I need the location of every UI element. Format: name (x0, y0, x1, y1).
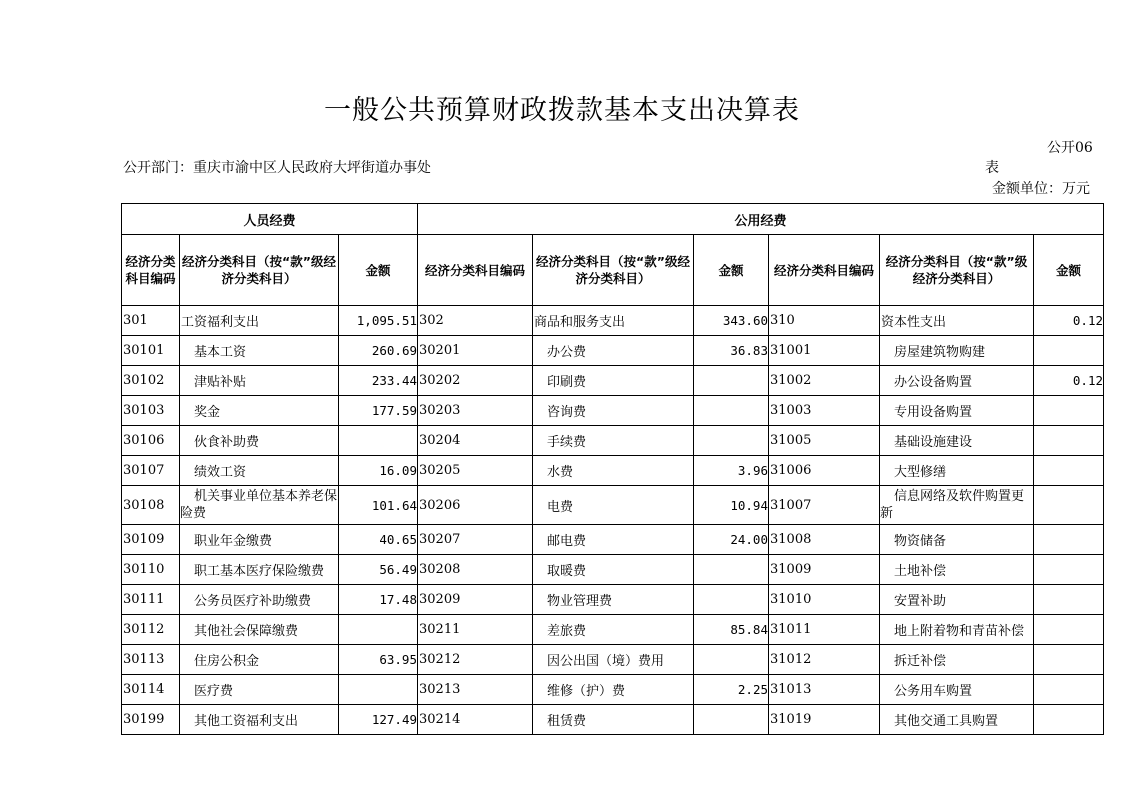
code-cell: 31003 (769, 396, 880, 426)
amount-cell (694, 645, 769, 675)
page-title: 一般公共预算财政拨款基本支出决算表 (324, 95, 800, 126)
code-cell: 31001 (769, 336, 880, 366)
amount-cell: 63.95 (339, 645, 418, 675)
amount-cell: 177.59 (339, 396, 418, 426)
code-cell: 302 (418, 306, 533, 336)
group-header-row (122, 204, 1104, 235)
code-cell: 31002 (769, 366, 880, 396)
public-number-suffix: 表 (985, 160, 999, 176)
group-public: 公用经费 (418, 204, 1104, 235)
name-cell: 土地补偿 (880, 555, 1034, 585)
amount-cell (1034, 645, 1104, 675)
code-cell: 31010 (769, 585, 880, 615)
code-cell: 30201 (418, 336, 533, 366)
name-cell: 职业年金缴费 (180, 525, 339, 555)
code-cell: 30212 (418, 645, 533, 675)
header-code: 经济分类科目编码 (122, 235, 180, 306)
code-cell: 30108 (122, 486, 180, 525)
table-row (122, 555, 1104, 585)
name-cell: 医疗费 (180, 675, 339, 705)
code-cell: 31013 (769, 675, 880, 705)
amount-cell (1034, 396, 1104, 426)
code-cell: 30206 (418, 486, 533, 525)
name-cell: 维修（护）费 (533, 675, 694, 705)
name-cell: 资本性支出 (880, 306, 1034, 336)
name-cell: 信息网络及软件购置更新 (880, 486, 1034, 525)
name-cell: 基本工资 (180, 336, 339, 366)
amount-cell (339, 615, 418, 645)
amount-cell: 233.44 (339, 366, 418, 396)
amount-cell (1034, 615, 1104, 645)
header-code: 经济分类科目编码 (418, 235, 533, 306)
table-row (122, 336, 1104, 366)
amount-cell: 16.09 (339, 456, 418, 486)
amount-cell: 3.96 (694, 456, 769, 486)
header-amount: 金额 (339, 235, 418, 306)
amount-cell: 40.65 (339, 525, 418, 555)
table-row (122, 486, 1104, 525)
table-row (122, 396, 1104, 426)
amount-cell (694, 426, 769, 456)
amount-cell (694, 366, 769, 396)
amount-cell (1034, 705, 1104, 735)
name-cell: 公务用车购置 (880, 675, 1034, 705)
table-row (122, 675, 1104, 705)
amount-cell (694, 585, 769, 615)
name-cell: 大型修缮 (880, 456, 1034, 486)
name-cell: 差旅费 (533, 615, 694, 645)
code-cell: 31011 (769, 615, 880, 645)
name-cell: 奖金 (180, 396, 339, 426)
table-row (122, 705, 1104, 735)
code-cell: 31009 (769, 555, 880, 585)
name-cell: 房屋建筑物购建 (880, 336, 1034, 366)
name-cell: 职工基本医疗保险缴费 (180, 555, 339, 585)
amount-cell: 343.60 (694, 306, 769, 336)
name-cell: 伙食补助费 (180, 426, 339, 456)
code-cell: 30112 (122, 615, 180, 645)
amount-cell: 260.69 (339, 336, 418, 366)
name-cell: 因公出国（境）费用 (533, 645, 694, 675)
amount-cell (1034, 525, 1104, 555)
code-cell: 31019 (769, 705, 880, 735)
expenditure-table (121, 203, 1104, 735)
amount-cell: 17.48 (339, 585, 418, 615)
code-cell: 30213 (418, 675, 533, 705)
amount-cell (1034, 585, 1104, 615)
department-label: 公开部门：重庆市渝中区人民政府大坪街道办事处 (123, 160, 431, 176)
amount-cell (1034, 336, 1104, 366)
amount-cell: 1,095.51 (339, 306, 418, 336)
amount-cell (694, 705, 769, 735)
amount-cell: 85.84 (694, 615, 769, 645)
code-cell: 30211 (418, 615, 533, 645)
table-row (122, 426, 1104, 456)
name-cell: 基础设施建设 (880, 426, 1034, 456)
name-cell: 工资福利支出 (180, 306, 339, 336)
code-cell: 30208 (418, 555, 533, 585)
name-cell: 住房公积金 (180, 645, 339, 675)
table-row (122, 645, 1104, 675)
name-cell: 绩效工资 (180, 456, 339, 486)
name-cell: 手续费 (533, 426, 694, 456)
name-cell: 其他工资福利支出 (180, 705, 339, 735)
name-cell: 租赁费 (533, 705, 694, 735)
code-cell: 30202 (418, 366, 533, 396)
code-cell: 301 (122, 306, 180, 336)
code-cell: 30113 (122, 645, 180, 675)
name-cell: 商品和服务支出 (533, 306, 694, 336)
code-cell: 30107 (122, 456, 180, 486)
name-cell: 公务员医疗补助缴费 (180, 585, 339, 615)
amount-cell: 0.12 (1034, 306, 1104, 336)
table-row (122, 525, 1104, 555)
name-cell: 津贴补贴 (180, 366, 339, 396)
name-cell: 电费 (533, 486, 694, 525)
name-cell: 办公费 (533, 336, 694, 366)
table-row (122, 456, 1104, 486)
code-cell: 30203 (418, 396, 533, 426)
name-cell: 印刷费 (533, 366, 694, 396)
group-personnel: 人员经费 (122, 204, 418, 235)
table-row (122, 306, 1104, 336)
amount-cell (1034, 426, 1104, 456)
public-number: 公开06 (1047, 140, 1093, 156)
name-cell: 邮电费 (533, 525, 694, 555)
name-cell: 专用设备购置 (880, 396, 1034, 426)
amount-cell: 10.94 (694, 486, 769, 525)
code-cell: 30109 (122, 525, 180, 555)
amount-cell (694, 396, 769, 426)
header-name: 经济分类科目（按“款”级经济分类科目） (533, 235, 694, 306)
amount-cell: 24.00 (694, 525, 769, 555)
amount-cell (339, 675, 418, 705)
code-cell: 31008 (769, 525, 880, 555)
code-cell: 30204 (418, 426, 533, 456)
name-cell: 地上附着物和青苗补偿 (880, 615, 1034, 645)
amount-cell: 2.25 (694, 675, 769, 705)
amount-cell: 101.64 (339, 486, 418, 525)
amount-unit-label: 金额单位：万元 (992, 181, 1090, 197)
header-name: 经济分类科目（按“款”级经济分类科目） (880, 235, 1034, 306)
name-cell: 拆迁补偿 (880, 645, 1034, 675)
code-cell: 30106 (122, 426, 180, 456)
code-cell: 30103 (122, 396, 180, 426)
code-cell: 30209 (418, 585, 533, 615)
code-cell: 31005 (769, 426, 880, 456)
code-cell: 31012 (769, 645, 880, 675)
amount-cell (339, 426, 418, 456)
amount-cell: 56.49 (339, 555, 418, 585)
table-row (122, 366, 1104, 396)
name-cell: 取暖费 (533, 555, 694, 585)
header-name: 经济分类科目（按“款”级经济分类科目） (180, 235, 339, 306)
name-cell: 咨询费 (533, 396, 694, 426)
name-cell: 安置补助 (880, 585, 1034, 615)
code-cell: 30207 (418, 525, 533, 555)
code-cell: 30101 (122, 336, 180, 366)
amount-cell: 127.49 (339, 705, 418, 735)
table-row (122, 585, 1104, 615)
amount-cell (694, 555, 769, 585)
name-cell: 机关事业单位基本养老保险费 (180, 486, 339, 525)
code-cell: 31007 (769, 486, 880, 525)
header-code: 经济分类科目编码 (769, 235, 880, 306)
amount-cell: 0.12 (1034, 366, 1104, 396)
amount-cell (1034, 675, 1104, 705)
name-cell: 水费 (533, 456, 694, 486)
code-cell: 310 (769, 306, 880, 336)
name-cell: 其他交通工具购置 (880, 705, 1034, 735)
amount-cell: 36.83 (694, 336, 769, 366)
name-cell: 其他社会保障缴费 (180, 615, 339, 645)
code-cell: 30214 (418, 705, 533, 735)
amount-cell (1034, 486, 1104, 525)
name-cell: 物资储备 (880, 525, 1034, 555)
name-cell: 物业管理费 (533, 585, 694, 615)
column-header-row (122, 235, 1104, 306)
name-cell: 办公设备购置 (880, 366, 1034, 396)
table-row (122, 615, 1104, 645)
code-cell: 30110 (122, 555, 180, 585)
code-cell: 30199 (122, 705, 180, 735)
code-cell: 30111 (122, 585, 180, 615)
code-cell: 30205 (418, 456, 533, 486)
amount-cell (1034, 456, 1104, 486)
header-amount: 金额 (1034, 235, 1104, 306)
code-cell: 30114 (122, 675, 180, 705)
code-cell: 31006 (769, 456, 880, 486)
header-amount: 金额 (694, 235, 769, 306)
code-cell: 30102 (122, 366, 180, 396)
amount-cell (1034, 555, 1104, 585)
